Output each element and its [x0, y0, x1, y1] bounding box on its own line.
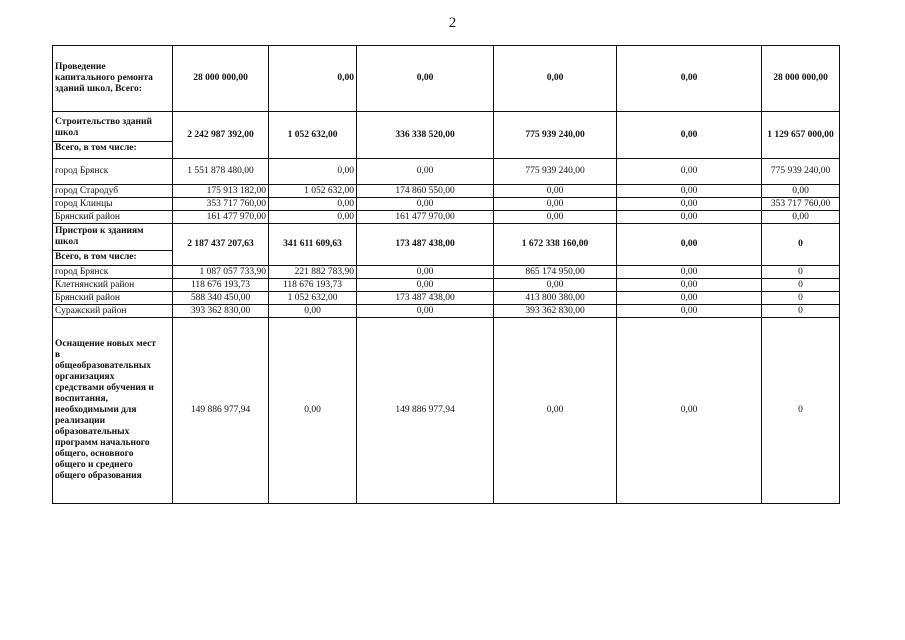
row-label: Брянский район [53, 292, 173, 305]
cell-value: 336 338 520,00 [357, 112, 494, 159]
cell-value: 0,00 [617, 305, 762, 318]
cell-value: 775 939 240,00 [494, 159, 617, 185]
cell-value: 0,00 [357, 305, 494, 318]
table-row [53, 211, 840, 224]
cell-value: 393 362 830,00 [494, 305, 617, 318]
table-row [53, 224, 840, 266]
cell-value: 0,00 [762, 211, 840, 224]
cell-value: 1 129 657 000,00 [762, 112, 840, 159]
cell-value: 0,00 [617, 185, 762, 198]
table-row [53, 266, 840, 279]
cell-total: 353 717 760,00 [173, 198, 269, 211]
cell-total: 1 087 057 733,90 [173, 266, 269, 279]
cell-value: 221 882 783,90 [269, 266, 357, 279]
cell-value: 341 611 609,63 [269, 224, 357, 266]
cell-value: 0,00 [617, 266, 762, 279]
cell-value: 0,00 [617, 198, 762, 211]
cell-value: 0,00 [269, 159, 357, 185]
row-label: Клетнянский район [53, 279, 173, 292]
row-label: город Стародуб [53, 185, 173, 198]
cell-value: 0,00 [617, 279, 762, 292]
cell-total: 175 913 182,00 [173, 185, 269, 198]
row-label: Брянский район [53, 211, 173, 224]
cell-value: 0,00 [269, 305, 357, 318]
cell-value: 0,00 [494, 46, 617, 112]
table-row [53, 318, 840, 504]
cell-value: 0,00 [762, 185, 840, 198]
cell-value: 0,00 [269, 211, 357, 224]
budget-table [52, 45, 840, 504]
cell-value: 173 487 438,00 [357, 292, 494, 305]
cell-value: 0,00 [269, 318, 357, 504]
cell-value: 0,00 [617, 211, 762, 224]
row-label: Проведение капитального ремонта зданий школ, Всего: [53, 46, 173, 112]
row-label: Оснащение новых мест в общеобразовательных организациях средствами обучения и воспитания, необходимыми для реализации образовательных программ начального общего, основного общего и среднего общего образования [53, 318, 173, 504]
cell-value: 0,00 [617, 224, 762, 266]
row-label: Строительство зданий школ Всего, в том числе: [53, 112, 173, 159]
cell-value: 865 174 950,00 [494, 266, 617, 279]
cell-value: 0,00 [617, 159, 762, 185]
cell-value: 0,00 [269, 46, 357, 112]
row-label: город Брянск [53, 159, 173, 185]
cell-total: 1 551 878 480,00 [173, 159, 269, 185]
cell-total: 588 340 450,00 [173, 292, 269, 305]
cell-value: 775 939 240,00 [494, 112, 617, 159]
row-label: город Клинцы [53, 198, 173, 211]
cell-value: 0 [762, 305, 840, 318]
row-label: Суражский район [53, 305, 173, 318]
row-label: Пристрои к зданиям школ Всего, в том числе: [53, 224, 173, 266]
cell-value: 0 [762, 292, 840, 305]
table-row [53, 112, 840, 159]
cell-total: 2 242 987 392,00 [173, 112, 269, 159]
table-row [53, 185, 840, 198]
cell-value: 1 052 632,00 [269, 112, 357, 159]
cell-value: 1 052 632,00 [269, 185, 357, 198]
cell-value: 0 [762, 266, 840, 279]
table-row [53, 279, 840, 292]
cell-value: 28 000 000,00 [762, 46, 840, 112]
cell-value: 0,00 [357, 159, 494, 185]
cell-total: 2 187 437 207,63 [173, 224, 269, 266]
cell-value: 174 860 550,00 [357, 185, 494, 198]
page-number: 2 [448, 15, 457, 31]
cell-value: 413 800 380,00 [494, 292, 617, 305]
cell-total: 149 886 977,94 [173, 318, 269, 504]
cell-value: 149 886 977,94 [357, 318, 494, 504]
row-label: город Брянск [53, 266, 173, 279]
cell-value: 0,00 [494, 198, 617, 211]
cell-value: 0,00 [494, 185, 617, 198]
cell-value: 1 052 632,00 [269, 292, 357, 305]
cell-total: 393 362 830,00 [173, 305, 269, 318]
cell-value: 1 672 338 160,00 [494, 224, 617, 266]
cell-value: 161 477 970,00 [357, 211, 494, 224]
cell-value: 0,00 [617, 112, 762, 159]
cell-value: 0,00 [494, 211, 617, 224]
table-row [53, 292, 840, 305]
cell-value: 0,00 [617, 292, 762, 305]
cell-value: 0,00 [269, 198, 357, 211]
cell-value: 0,00 [357, 46, 494, 112]
cell-total: 28 000 000,00 [173, 46, 269, 112]
cell-value: 118 676 193,73 [269, 279, 357, 292]
cell-value: 0,00 [494, 279, 617, 292]
cell-value: 775 939 240,00 [762, 159, 840, 185]
cell-value: 353 717 760,00 [762, 198, 840, 211]
cell-value: 0 [762, 279, 840, 292]
cell-value: 0,00 [617, 46, 762, 112]
cell-value: 0 [762, 318, 840, 504]
cell-value: 0,00 [617, 318, 762, 504]
cell-total: 118 676 193,73 [173, 279, 269, 292]
cell-value: 0,00 [357, 279, 494, 292]
cell-value: 0 [762, 224, 840, 266]
table-row [53, 46, 840, 112]
table-row [53, 305, 840, 318]
cell-total: 161 477 970,00 [173, 211, 269, 224]
cell-value: 0,00 [494, 318, 617, 504]
cell-value: 0,00 [357, 266, 494, 279]
cell-value: 0,00 [357, 198, 494, 211]
cell-value: 173 487 438,00 [357, 224, 494, 266]
table-row [53, 198, 840, 211]
table-row [53, 159, 840, 185]
